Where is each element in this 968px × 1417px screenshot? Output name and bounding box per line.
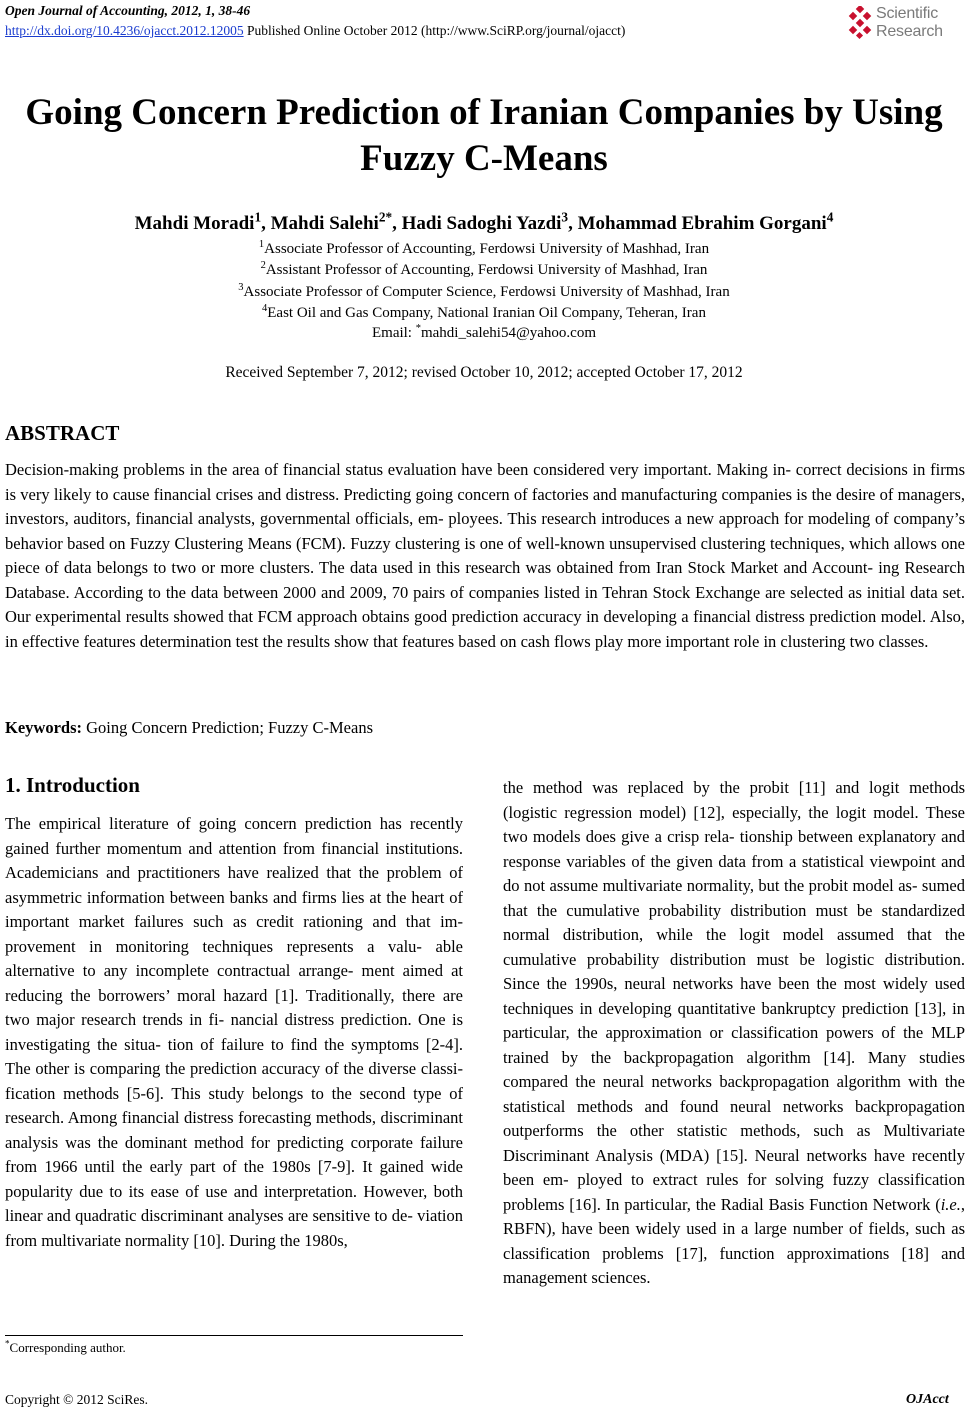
author-separator: , xyxy=(392,213,402,234)
copyright: Copyright © 2012 SciRes. xyxy=(5,1392,149,1407)
logo-word-research: Research xyxy=(876,23,943,40)
body-text: , RBFN), have been widely used in a large number of fields, such as classification problems [17], function approximations [18] and management sciences. xyxy=(503,1194,965,1287)
section-heading-introduction: 1. Introduction xyxy=(5,773,140,797)
received-dates: Received September 7, 2012; revised October 10, 2012; accepted October 17, 2012 xyxy=(225,364,743,381)
author-sup: 3 xyxy=(561,209,569,225)
affiliation-text: Associate Professor of Computer Science, Ferdowsi University of Mashhad, Iran xyxy=(243,284,730,300)
footnote-sup: * xyxy=(5,1338,10,1349)
author-sup: 4 xyxy=(826,209,834,225)
journal-volume: , 2012, 1, 38-46 xyxy=(164,3,251,18)
body-text-italic: i.e. xyxy=(940,1194,961,1214)
affiliation-sup: 1 xyxy=(258,239,265,250)
author: Mahdi Salehi xyxy=(270,213,379,234)
email-label: Email: xyxy=(371,325,416,341)
author: Hadi Sadoghi Yazdi xyxy=(401,213,562,234)
logo-icon xyxy=(848,6,874,40)
journal-abbreviation: OJAcct xyxy=(906,1392,949,1407)
author: Mahdi Moradi xyxy=(134,213,255,234)
keywords-label: Keywords: xyxy=(5,718,82,737)
affiliation-text: Assistant Professor of Accounting, Ferdowsi University of Mashhad, Iran xyxy=(265,262,708,278)
footnote xyxy=(5,1340,126,1356)
paper-title: Going Concern Prediction of Iranian Companies by Using Fuzzy C-Means xyxy=(25,92,943,179)
logo-word-scientific: Scientific xyxy=(876,5,939,22)
footnote-text: Corresponding author. xyxy=(9,1340,126,1355)
keywords xyxy=(5,718,965,738)
author-list xyxy=(0,209,968,235)
affiliation-text: Associate Professor of Accounting, Ferdowsi University of Mashhad, Iran xyxy=(264,241,710,257)
journal-name: Open Journal of Accounting xyxy=(5,3,165,18)
email-address[interactable]: mahdi_salehi54@yahoo.com xyxy=(420,325,597,341)
abstract-heading: ABSTRACT xyxy=(5,421,120,445)
affiliation xyxy=(0,240,968,259)
body-column-left: The empirical literature of going concern prediction has recently gained further momentum and attention from financial institutions. Academicians and practitioners have realized that the problem of asymmetric information between banks and firms lies at the heart of important market failures such as credit rationing and that im- provement in monitoring techniques represents a valu- able alternative to any incomplete contractual arrange- ment aimed at reducing the borrowers’ moral hazard [1]. Traditionally, there are two major research trends in fi- nancial distress prediction. One is investigating the situa- tion of failure to find the symptoms [2-4]. The other is comparing the prediction accuracy of the diverse classi- fication methods [5-6]. This study belongs to the second type of research. Among financial distress forecasting methods, discriminant analysis was the dominant method for predicting corporate failure from 1966 until the early part of the 1980s [7-9]. It gained wide popularity due to its ease of use and interpretation. However, both linear and quadratic discriminant analyses are sensitive to de- viation from multivariate normality [10]. During the 1980s, xyxy=(5,814,463,1250)
journal-citation xyxy=(5,1,865,21)
affiliation-sup: 3 xyxy=(238,282,244,293)
keywords-text: Going Concern Prediction; Fuzzy C-Means xyxy=(82,718,373,737)
doi-link[interactable]: http://dx.doi.org/10.4236/ojacct.2012.12005 xyxy=(5,23,244,38)
abstract-body: Decision-making problems in the area of financial status evaluation have been considered very important. Making in- correct decisions in firms is very likely to cause financial crises and distress. Predicting going concern of factories and manufacturing companies is the desire of managers, investors, auditors, financial analysts, governmental officials, em- ployees. This research introduces a new approach for modeling of company’s behavior based on Fuzzy Clustering Means (FCM). Fuzzy clustering is one of well-known unsupervised clustering techniques, which allows one piece of data belongs to two or more clusters. The data used in this research was obtained from Iran Stock Market and Account- ing Research Database. According to the data between 2000 and 2009, 70 pairs of companies listed in Tehran Stock Exchange are selected as initial data set. Our experimental results showed that FCM approach obtains good prediction accuracy in developing a financial distress prediction model. Also, in effective features determination test the results show that features based on cash flows play more important role in clustering two classes. xyxy=(5,460,965,651)
body-column-right xyxy=(503,776,965,1291)
email-sup: * xyxy=(415,323,421,334)
author-sup: 1 xyxy=(254,209,262,225)
affiliation-sup: 2 xyxy=(260,260,266,271)
journal-header xyxy=(5,1,865,41)
author: Mohammad Ebrahim Gorgani xyxy=(577,213,827,234)
affiliation xyxy=(0,283,968,302)
author-sup: 2* xyxy=(378,209,393,225)
author-separator: , xyxy=(261,213,271,234)
published-online: Published Online October 2012 (http://www.SciRP.org/journal/ojacct) xyxy=(243,23,626,38)
scientific-research-logo xyxy=(848,4,966,44)
affiliation xyxy=(0,304,968,323)
author-separator: , xyxy=(568,213,578,234)
publication-line xyxy=(5,21,865,41)
affiliation-sup: 4 xyxy=(262,303,268,314)
affiliation xyxy=(0,261,968,280)
footnote-rule xyxy=(5,1335,463,1336)
body-text: the method was replaced by the probit [11] and logit methods (logistic regression model) [12], especially, the logit model. These two models does give a crisp rela- tionship between explanatory and response variables of the given data from a statistical viewpoint and do not assume multivariate normality, but the probit model as- sumed that the cumulative probability distribution must be standardized normal distribution, while the logit model assumed that the cumulative probability distribution must be logistic distribution. Since the 1990s, neural networks have been the most widely used techniques in developing quantitative bankruptcy prediction [13], in particular, the approximation or classification powers of the MLP trained by the backpropagation algorithm [14]. Many studies compared the neural networks backpropagation algorithm with the statistical methods and found neural networks backpropagation outperforms the other statistic methods, such as Multivariate Discriminant Analysis (MDA) [15]. Neural networks have recently been em- ployed to extract rules for solving fuzzy classification problems [16]. In particular, the Radial Basis Function Network ( xyxy=(503,778,965,1214)
email-line xyxy=(0,324,968,343)
affiliation-text: East Oil and Gas Company, National Iranian Oil Company, Teheran, Iran xyxy=(267,305,706,321)
